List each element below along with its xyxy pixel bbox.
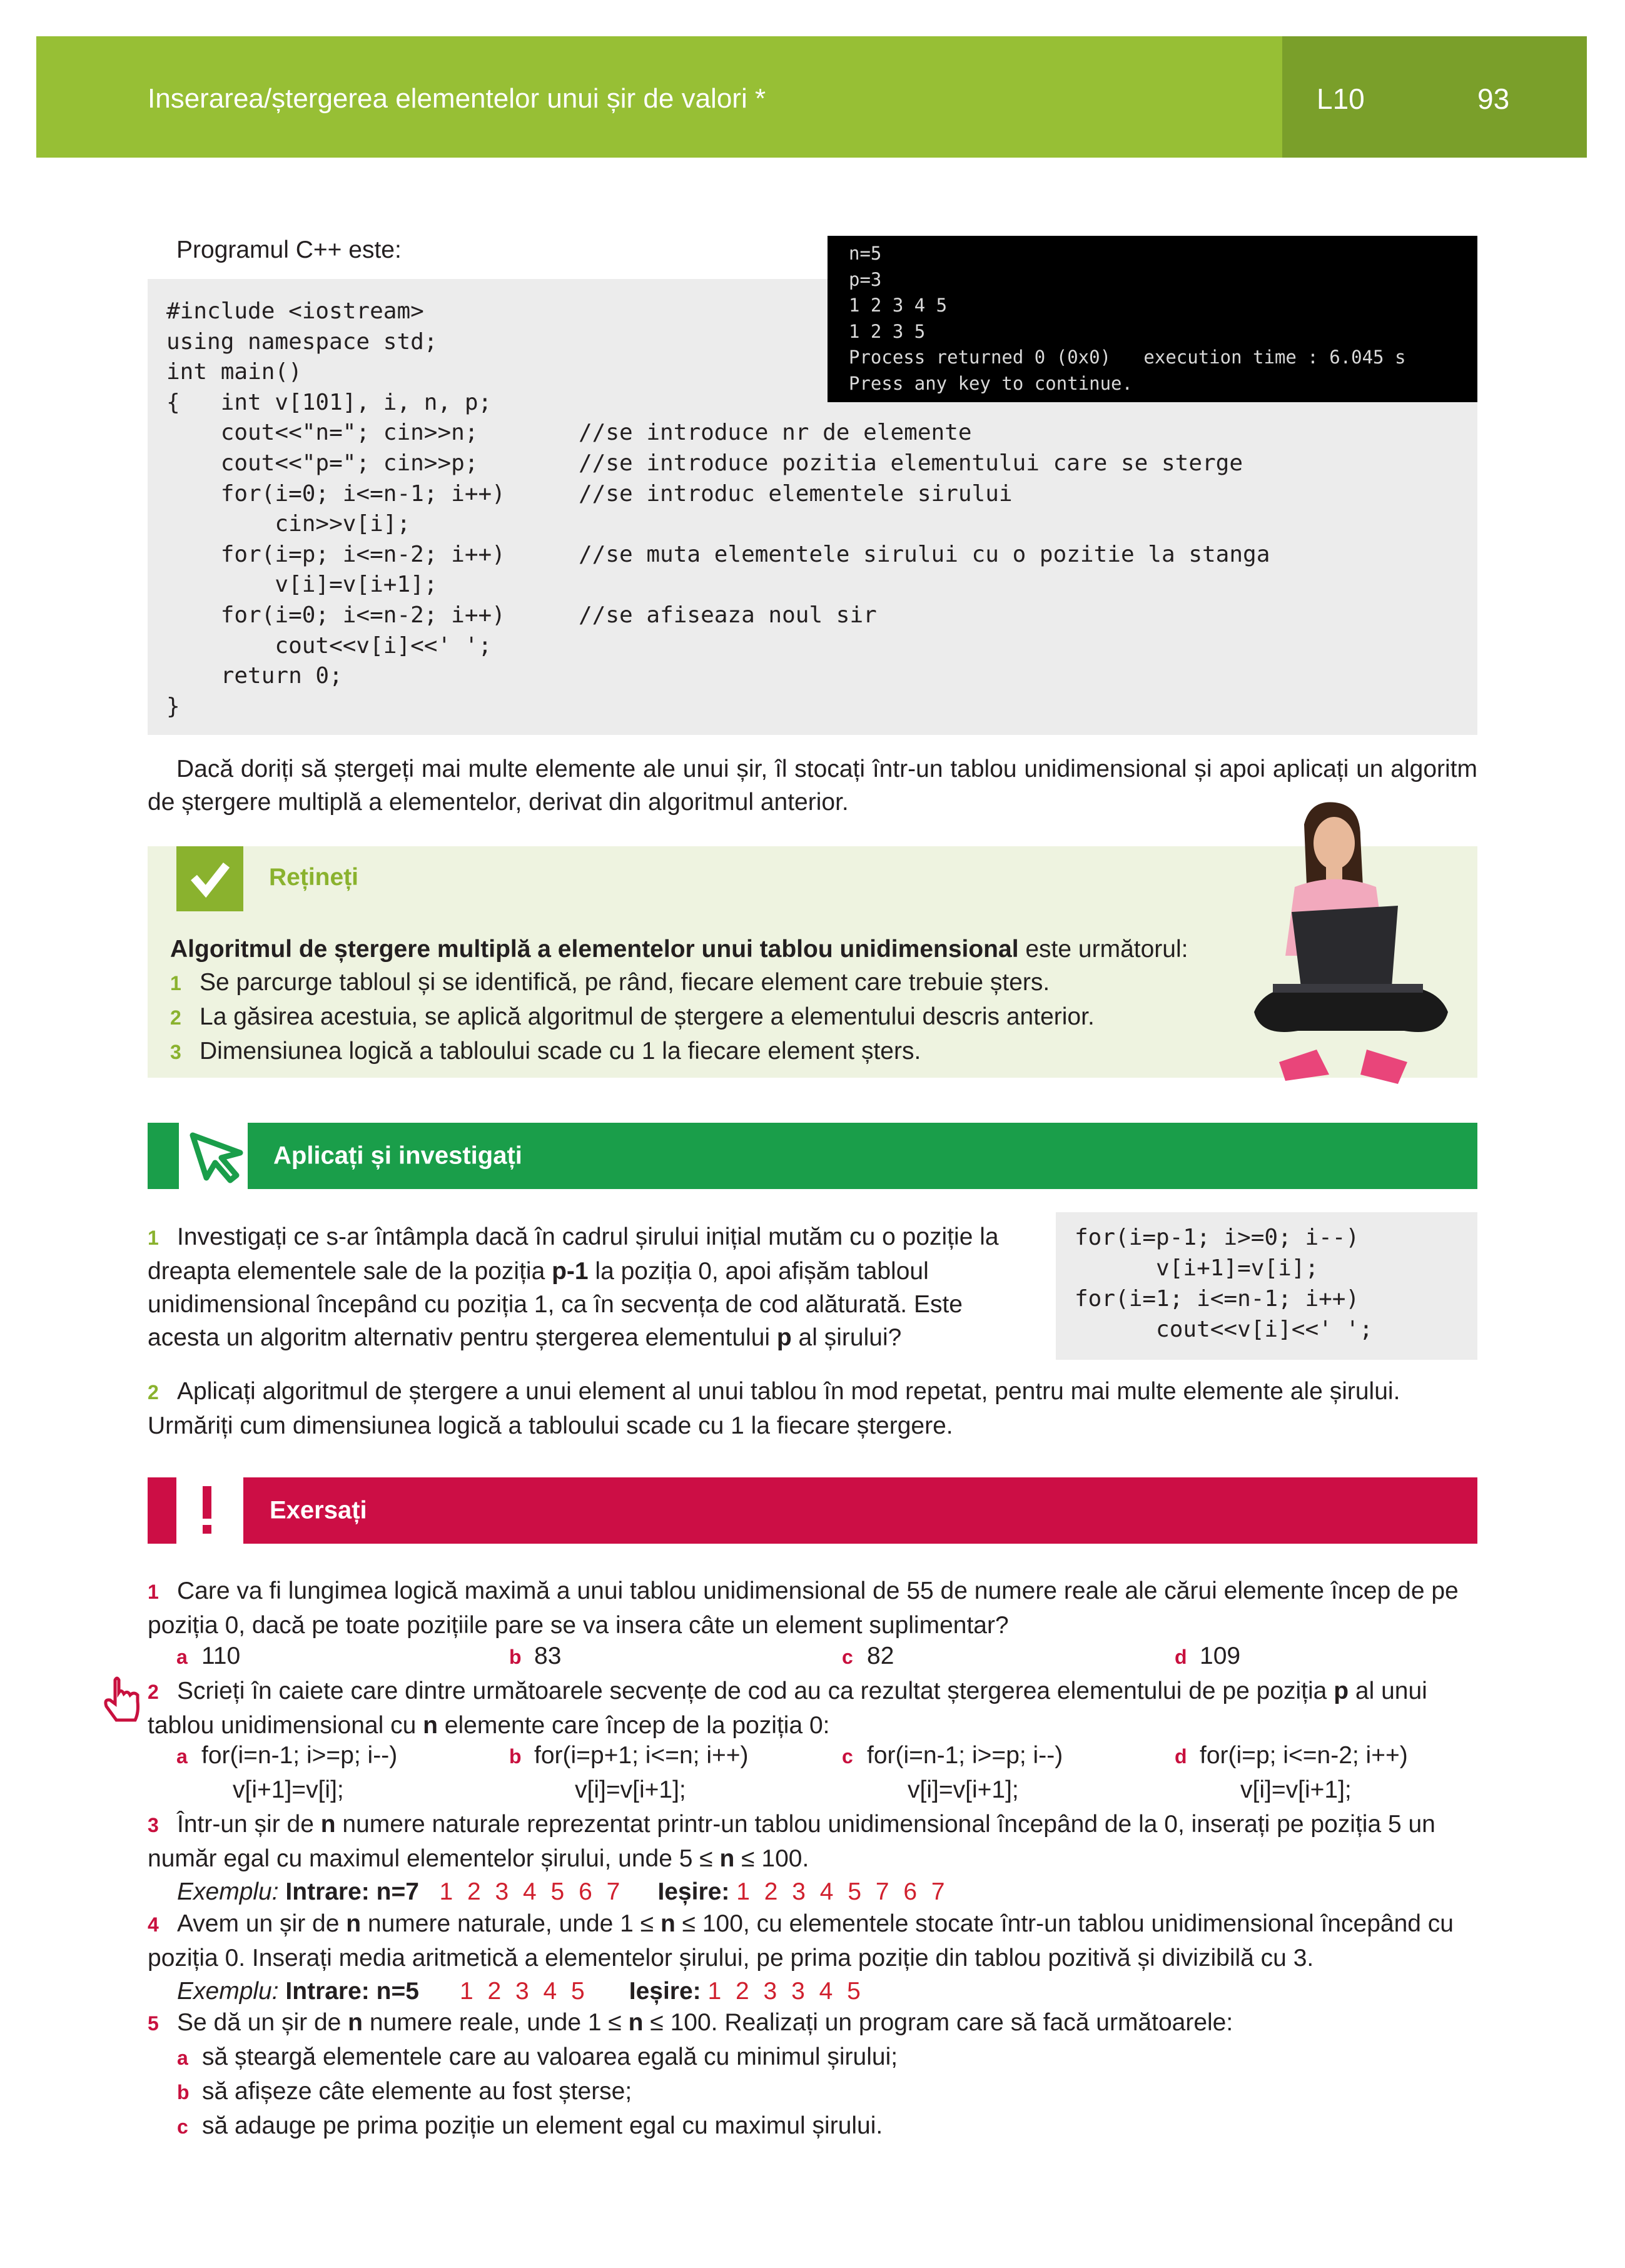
option-letter: d [1175,1745,1187,1768]
subtask-text: să șteargă elementele care au valoarea egală cu minimul șirului; [202,2043,898,2070]
option-value: 83 [534,1643,562,1669]
alt-code-block [1056,1212,1477,1360]
paragraph: Dacă doriți să ștergeți mai multe elemente ale unui șir, îl stocați într-un tablou unidimensional și apoi aplicați un algoritm de ștergere multiplă a elementelor, derivat din algoritmul anterior. [148,756,1477,816]
subtask-text: să afișeze câte elemente au fost șterse; [202,2078,632,2105]
option-code-1: for(i=p; i<=n-2; i++) [1200,1742,1408,1769]
code-text: return 0; [166,663,343,689]
code-text: #include <iostream> [166,298,424,324]
subtask-text: să adauge pe prima poziție un element egal cu maximul șirului. [202,2112,883,2139]
code-text: v[i]=v[i+1]; [166,572,438,598]
option-letter: b [509,1745,522,1768]
code-text: } [166,693,180,719]
check-icon [176,846,243,911]
page-number: 93 [1477,83,1510,115]
code-line [166,631,1474,661]
retineti-item [170,1035,1095,1069]
terminal-line: p=3 [849,268,882,290]
aplicati-banner [148,1123,1477,1189]
code-text: using namespace std; [166,328,438,355]
code-line: for(i=p-1; i>=0; i--) [1075,1225,1360,1250]
exercise-1: 1 Care va fi lungimea logică maximă a unui tablou unidimensional de 55 de numere reale ale cărui elemente încep de pe poziția 0, dacă pe toate pozițiile pare se va insera câte un element suplimentar? [148,1577,1459,1639]
exersati-banner [148,1477,1477,1544]
option-letter: c [842,1745,853,1768]
code-line [166,570,1474,600]
code-comment: //se muta elementele sirului cu o pozitie la stanga [579,541,1270,567]
terminal-line: n=5 [849,243,882,264]
exercise-1-options [176,1639,1477,1673]
terminal-line: Press any key to continue. [849,372,1133,394]
option-code-2: v[i]=v[i+1]; [908,1776,1019,1803]
retineti-item [170,1000,1095,1035]
option-c [842,1739,1063,1806]
code-text: cout<<v[i]<<' '; [166,632,492,659]
code-text: for(i=p; i<=n-2; i++) [166,541,505,567]
subtask-letter: b [177,2081,190,2103]
lesson-number: L10 [1317,83,1365,115]
aplicati-q1: 1 Investigați ce s-ar întâmpla dacă în cadrul șirului inițial mutăm cu o poziție la dreapta elementele sale de la poziția p-1 la poziția 0, apoi afișăm tabloul unidimensional începând cu poziția 1, ca în secvența de cod alăturată. Este acesta un algoritm alternativ pentru ștergerea elementului p al șirului? [148,1223,999,1351]
exercise-3: 3 Într-un șir de n numere naturale reprezentat printr-un tablou unidimensional începând de la 0, inserați pe poziția 5 un număr egal cu maximul elementelor șirului, unde 5 ≤ n ≤ 100. Exemplu: Intrare: n=7 1 2 3 4 5 6 7 Ieșire: 1 2 3 4 5 7 6 7 [148,1811,1435,1905]
option-a [176,1739,397,1806]
intro-text: Programul C++ este: [176,236,402,263]
option-value: 110 [201,1643,241,1669]
code-text: cout<<"n="; cin>>n; [166,420,478,446]
code-text: int main() [166,359,302,385]
item-number: 3 [170,1041,181,1063]
code-text: cin>>v[i]; [166,511,411,537]
terminal-line: Process returned 0 (0x0) execution time : 6.045 s [849,347,1406,368]
code-line [166,692,1474,722]
subtask-b [177,2075,1477,2109]
option-code-1: for(i=n-1; i>=p; i--) [201,1742,398,1769]
option-b [509,1739,749,1806]
item-text: Dimensiunea logică a tabloului scade cu 1 la fiecare element șters. [200,1038,921,1065]
option-value: 82 [867,1643,894,1669]
option-b [509,1639,561,1674]
retineti-list [170,966,1095,1069]
option-letter: a [176,1646,188,1668]
terminal-output [828,236,1477,402]
subtask-letter: c [177,2115,188,2138]
retineti-title: Rețineți [269,864,359,891]
item-number: 2 [170,1006,181,1029]
exclamation-icon [198,1484,216,1537]
option-a [176,1639,240,1674]
subtask-c [177,2109,1477,2144]
retineti-item [170,966,1095,1000]
code-line [166,600,1474,630]
code-text: for(i=0; i<=n-1; i++) [166,480,505,507]
exercise-2-options [176,1739,1477,1805]
exercise-2: 2 Scrieți în caiete care dintre următoarele secvențe de cod au ca rezultat ștergerea elementului de pe poziția p al unui tablou unidimensional cu n elemente care încep de la poziția 0: [148,1678,1427,1739]
header-title: Inserarea/ștergerea elementelor unui șir de valori * [148,83,766,114]
code-line [166,661,1474,691]
code-line [166,418,1474,448]
exercise-5: 5 Se dă un șir de n numere reale, unde 1 ≤ n ≤ 100. Realizați un program care să facă următoarele: a să șteargă elementele care au valoarea egală cu minimul șirului; b să afișeze câte elemente au fost șterse; c să adauge pe prima poziție un element egal cu maximul șirului. [148,2006,1477,2144]
code-comment: //se afiseaza noul sir [579,602,877,628]
hand-pointer-icon [99,1676,144,1725]
item-text: Se parcurge tabloul și se identifică, pe rând, fiecare element care trebuie șters. [200,969,1050,996]
option-code-1: for(i=p+1; i<=n; i++) [534,1742,749,1769]
student-with-laptop-image [1235,799,1462,1106]
option-code-1: for(i=n-1; i>=p; i--) [867,1742,1063,1769]
option-code-2: v[i]=v[i+1]; [1240,1776,1352,1803]
code-line: for(i=1; i<=n-1; i++) [1075,1286,1360,1312]
code-line: cout<<v[i]<<' '; [1075,1317,1373,1342]
exercise-4: 4 Avem un șir de n numere naturale, unde 1 ≤ n ≤ 100, cu elementele stocate într-un tablou unidimensional începând cu poziția 0. Inserați media aritmetică a elementelor șirului, pe prima poziție din tablou pozitivă și divizibilă cu 3. Exemplu: Intrare: n=5 1 2 3 4 5 Ieșire: 1 2 3 3 4 5 [148,1910,1454,2005]
code-comment: //se introduc elementele sirului [579,480,1013,507]
code-comment: //se introduce pozitia elementului care se sterge [579,450,1243,476]
code-text: { int v[101], i, n, p; [166,389,492,415]
option-code-2: v[i+1]=v[i]; [233,1776,344,1803]
item-text: La găsirea acestuia, se aplică algoritmul de ștergere a elementului descris anterior. [200,1003,1095,1030]
code-line [166,448,1474,478]
code-line [166,509,1474,539]
terminal-line: 1 2 3 5 [849,320,926,342]
retineti-lead: Algoritmul de ștergere multiplă a elementelor unui tablou unidimensional este următorul: [170,936,1188,963]
code-line [166,479,1474,509]
item-number: 1 [170,972,181,995]
option-letter: a [176,1745,188,1768]
code-text: cout<<"p="; cin>>p; [166,450,478,476]
page-header [36,36,1587,158]
exersati-title: Exersați [270,1496,367,1524]
option-letter: d [1175,1646,1187,1668]
option-value: 109 [1200,1643,1241,1669]
option-code-2: v[i]=v[i+1]; [575,1776,686,1803]
option-letter: b [509,1646,522,1668]
code-line [166,540,1474,570]
aplicati-title: Aplicați și investigați [273,1142,522,1170]
subtask-a [177,2040,1477,2075]
subtask-letter: a [177,2047,188,2069]
terminal-line: 1 2 3 4 5 [849,295,948,316]
option-letter: c [842,1646,853,1668]
cursor-arrow-icon [185,1128,248,1184]
aplicati-q2: 2 Aplicați algoritmul de ștergere a unui element al unui tablou în mod repetat, pentru mai multe elemente ale șirului. Urmăriți cum dimensiunea logică a tabloului scade cu 1 la fiecare ștergere. [148,1378,1400,1439]
option-d [1175,1739,1408,1806]
code-comment: //se introduce nr de elemente [579,420,972,446]
code-text: for(i=0; i<=n-2; i++) [166,602,505,628]
option-d [1175,1639,1240,1674]
code-line: v[i+1]=v[i]; [1075,1255,1319,1281]
option-c [842,1639,894,1674]
